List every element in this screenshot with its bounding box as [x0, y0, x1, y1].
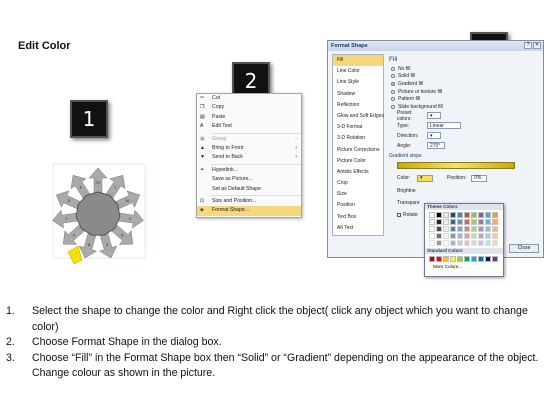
close-button[interactable]: Close: [509, 244, 539, 253]
menu-item-label: Copy: [212, 104, 225, 111]
menu-item-label: Hyperlink...: [212, 166, 238, 173]
category-picture-color[interactable]: Picture Color: [337, 157, 366, 164]
theme-color-swatch[interactable]: [457, 226, 463, 232]
arrow-number-label: 9: [121, 232, 124, 238]
theme-color-swatch[interactable]: [464, 233, 470, 239]
theme-color-swatch[interactable]: [471, 212, 477, 218]
theme-color-swatch[interactable]: [429, 233, 435, 239]
theme-color-swatch[interactable]: [443, 240, 449, 246]
theme-color-swatch[interactable]: [464, 226, 470, 232]
copy-icon: ❐: [200, 104, 205, 111]
format-shape-icon: ◈: [200, 207, 204, 214]
color-label: Color:: [397, 175, 411, 181]
category-fill[interactable]: Fill: [333, 55, 383, 66]
theme-color-swatch[interactable]: [450, 226, 456, 232]
standard-color-swatch[interactable]: [436, 256, 442, 262]
arrow-number-label: 5: [67, 198, 71, 204]
paste-icon: ▤: [200, 113, 205, 120]
fill-option-solid-fill[interactable]: [391, 73, 541, 81]
instruction-item: [6, 351, 554, 382]
theme-color-swatch[interactable]: [492, 226, 498, 232]
standard-color-swatch[interactable]: [492, 256, 498, 262]
theme-color-swatch[interactable]: [457, 219, 463, 225]
standard-color-swatch[interactable]: [464, 256, 470, 262]
close-icon[interactable]: ✕: [534, 42, 540, 48]
category-reflection[interactable]: Reflection: [337, 101, 360, 108]
section-title: Fill: [389, 56, 398, 63]
theme-color-swatch[interactable]: [478, 219, 484, 225]
page-title: Edit Color: [18, 40, 71, 52]
theme-color-swatch[interactable]: [492, 212, 498, 218]
instruction-number: 1.: [6, 305, 15, 317]
theme-color-swatch[interactable]: [429, 212, 435, 218]
standard-color-swatch[interactable]: [478, 256, 484, 262]
theme-color-swatch[interactable]: [478, 226, 484, 232]
theme-color-swatch[interactable]: [471, 233, 477, 239]
fill-option-pattern-fill[interactable]: [391, 95, 541, 103]
edit-text-icon: A: [200, 123, 204, 130]
menu-item-label: Paste: [212, 113, 226, 120]
rotate-label: Rotate: [403, 212, 418, 218]
color-picker-popup[interactable]: [424, 203, 504, 277]
angle-input[interactable]: [427, 142, 445, 149]
menu-item-send-to-back[interactable]: [197, 153, 301, 162]
send-back-icon: ▼: [200, 154, 205, 161]
standard-color-swatch[interactable]: [429, 256, 435, 262]
arrow-number-label: 11: [95, 179, 101, 185]
category-shadow[interactable]: Shadow: [337, 90, 356, 97]
brightness-label: Brightne: [397, 188, 416, 194]
theme-color-swatch[interactable]: [450, 212, 456, 218]
menu-item-format-shape[interactable]: [197, 206, 301, 215]
theme-color-swatch[interactable]: [457, 240, 463, 246]
theme-color-swatch[interactable]: [485, 219, 491, 225]
theme-color-swatch[interactable]: [485, 233, 491, 239]
menu-item-set-as-default-shape[interactable]: [197, 185, 301, 194]
instruction-number: 2.: [6, 336, 15, 348]
standard-color-swatch[interactable]: [457, 256, 463, 262]
menu-item-bring-to-front[interactable]: [197, 144, 301, 153]
theme-color-swatch[interactable]: [464, 212, 470, 218]
type-dropdown[interactable]: [427, 122, 461, 129]
menu-item-label: Cut: [212, 95, 221, 101]
theme-color-swatch[interactable]: [436, 240, 442, 246]
help-button[interactable]: ?: [524, 42, 532, 49]
step-1-badge: 1: [70, 100, 108, 138]
transparency-label: Transpare: [397, 200, 420, 206]
menu-item-cut[interactable]: [197, 94, 301, 103]
theme-color-swatch[interactable]: [464, 240, 470, 246]
radio-button[interactable]: [391, 105, 395, 109]
scissors-icon: ✂: [200, 95, 205, 101]
radio-button[interactable]: [391, 97, 395, 101]
standard-colors-label: Standard Colors: [425, 248, 503, 254]
radio-button[interactable]: [391, 82, 395, 86]
rotate-checkbox[interactable]: [397, 213, 401, 217]
size-icon: ⊡: [200, 197, 205, 204]
arrow-number-label: 4: [72, 232, 75, 238]
theme-color-swatch[interactable]: [429, 219, 435, 225]
category-glow-and-soft-edges[interactable]: Glow and Soft Edges: [337, 112, 384, 119]
theme-color-swatch[interactable]: [485, 212, 491, 218]
position-input[interactable]: [471, 175, 487, 182]
theme-color-swatch[interactable]: [492, 219, 498, 225]
diagram-arrow[interactable]: [100, 232, 117, 258]
menu-item-label: Edit Text: [212, 123, 232, 130]
menu-item-group[interactable]: [197, 135, 301, 144]
radio-label: Picture or texture fill: [398, 88, 443, 95]
category-text-box[interactable]: Text Box: [337, 213, 357, 220]
menu-item-label: Size and Position...: [212, 197, 257, 204]
category-size[interactable]: Size: [337, 191, 347, 198]
group-icon: ▣: [200, 135, 205, 142]
type-label: Type:: [397, 122, 410, 129]
menu-item-size-and-position[interactable]: [197, 197, 301, 206]
arrow-number-label: 8: [87, 242, 91, 248]
theme-color-swatch[interactable]: [457, 233, 463, 239]
submenu-arrow-icon: ›: [295, 135, 297, 142]
preset-dropdown[interactable]: ▾: [427, 112, 441, 119]
step-2-badge: 2: [232, 62, 270, 100]
radio-button[interactable]: [391, 74, 395, 78]
theme-color-swatch[interactable]: [492, 240, 498, 246]
radio-label: Slide background fill: [398, 103, 443, 110]
instruction-text: Choose “Fill” in the Format Shape box then “Solid” or “Gradient” depending on the appearance of the object. Change colour as shown in the picture.: [32, 351, 539, 379]
theme-color-swatch[interactable]: [478, 212, 484, 218]
submenu-arrow-icon: ›: [295, 144, 297, 151]
arrow-number-label: 10: [124, 198, 130, 204]
theme-colors-label: Theme Colors: [425, 204, 503, 210]
theme-color-swatch[interactable]: [436, 226, 442, 232]
diagram-svg[interactable]: [36, 160, 166, 272]
theme-color-swatch[interactable]: [436, 219, 442, 225]
category-picture-corrections[interactable]: Picture Corrections: [337, 146, 380, 153]
category-crop[interactable]: Crop: [337, 180, 348, 187]
yellow-arrow-shape[interactable]: [68, 246, 82, 264]
submenu-arrow-icon: ›: [295, 154, 297, 161]
category-3-d-rotation[interactable]: 3-D Rotation: [337, 135, 366, 142]
radio-button[interactable]: [391, 90, 395, 94]
instruction-text: Select the shape to change the color and Right click the object( click any object which you want to change color): [32, 305, 528, 333]
theme-color-swatch[interactable]: [478, 240, 484, 246]
theme-color-swatch[interactable]: [485, 240, 491, 246]
menu-item-save-as-picture[interactable]: [197, 175, 301, 184]
standard-color-swatch[interactable]: [485, 256, 491, 262]
theme-color-swatch[interactable]: [471, 240, 477, 246]
instruction-item: [6, 335, 554, 351]
radio-label: Pattern fill: [398, 96, 421, 103]
type-value: Linear: [430, 122, 444, 129]
hyperlink-icon: ⚭: [200, 166, 205, 173]
position-value: 0%: [474, 175, 482, 181]
dialog-title: Format Shape: [328, 41, 543, 51]
direction-dropdown[interactable]: ▾: [427, 132, 441, 139]
radio-button[interactable]: [391, 67, 395, 71]
menu-item-paste[interactable]: [197, 113, 301, 122]
menu-item-label: Save as Picture...: [212, 176, 253, 183]
instruction-item: [6, 304, 554, 335]
color-dropdown[interactable]: ▾: [417, 175, 433, 182]
gradient-stops-label: Gradient stops: [389, 152, 422, 159]
fill-option-gradient-fill[interactable]: [391, 80, 541, 88]
category-list[interactable]: [332, 54, 384, 236]
fill-option-no-fill[interactable]: [391, 65, 541, 73]
context-menu[interactable]: [196, 93, 302, 218]
menu-item-copy[interactable]: [197, 103, 301, 112]
radio-label: Gradient fill: [398, 80, 424, 87]
radio-label: Solid fill: [398, 73, 416, 80]
standard-color-swatch[interactable]: [443, 256, 449, 262]
theme-color-swatch[interactable]: [450, 233, 456, 239]
menu-separator: [211, 195, 301, 196]
theme-color-swatch[interactable]: [443, 233, 449, 239]
arrow-number-label: 6: [79, 184, 82, 190]
position-label: Position:: [447, 175, 467, 181]
menu-item-hyperlink[interactable]: [197, 166, 301, 175]
category-line-color[interactable]: Line Color: [337, 68, 360, 75]
theme-color-swatch[interactable]: [457, 212, 463, 218]
theme-color-swatch[interactable]: [464, 219, 470, 225]
theme-color-swatch[interactable]: [471, 226, 477, 232]
direction-label: Direction:: [397, 132, 419, 139]
theme-color-swatch[interactable]: [478, 233, 484, 239]
theme-color-grid[interactable]: [425, 210, 503, 248]
category-line-style[interactable]: Line Style: [337, 79, 359, 86]
radio-label: No fill: [398, 65, 411, 72]
theme-color-swatch[interactable]: [436, 233, 442, 239]
theme-color-swatch[interactable]: [443, 219, 449, 225]
theme-color-swatch[interactable]: [492, 233, 498, 239]
menu-item-label: Set as Default Shape: [212, 185, 262, 192]
preset-label: Preset colors:: [397, 109, 412, 122]
arrow-number-label: 7: [65, 216, 68, 222]
decagon-arrow-diagram[interactable]: [36, 160, 166, 272]
theme-color-swatch[interactable]: [443, 226, 449, 232]
arrow-number-label: 2: [128, 216, 131, 222]
menu-item-label: Bring to Front: [212, 144, 244, 151]
center-polygon[interactable]: [76, 192, 120, 235]
category-position[interactable]: Position: [337, 202, 355, 209]
theme-color-swatch[interactable]: [450, 219, 456, 225]
menu-item-edit-text[interactable]: [197, 122, 301, 131]
angle-value: 270°: [430, 142, 441, 149]
bring-front-icon: ▲: [200, 144, 205, 151]
menu-separator: [211, 164, 301, 165]
standard-color-grid[interactable]: [425, 254, 503, 264]
menu-item-label: Send to Back: [212, 154, 243, 161]
standard-color-swatch[interactable]: [471, 256, 477, 262]
gradient-stops-bar[interactable]: [397, 162, 515, 169]
category-artistic-effects[interactable]: Artistic Effects: [337, 168, 369, 175]
instruction-number: 3.: [6, 351, 15, 364]
menu-item-label: Group: [212, 135, 227, 142]
theme-color-swatch[interactable]: [485, 226, 491, 232]
menu-item-label: Format Shape...: [212, 207, 250, 214]
standard-color-swatch[interactable]: [450, 256, 456, 262]
theme-color-swatch[interactable]: [429, 240, 435, 246]
menu-separator: [211, 133, 301, 134]
arrow-number-label: 3: [105, 242, 109, 248]
angle-label: Angle:: [397, 142, 412, 149]
theme-color-swatch[interactable]: [429, 226, 435, 232]
category-alt-text[interactable]: Alt Text: [337, 224, 354, 231]
theme-color-swatch[interactable]: [443, 212, 449, 218]
more-colors-item[interactable]: More Colors...: [433, 264, 462, 269]
theme-color-swatch[interactable]: [471, 219, 477, 225]
theme-color-swatch[interactable]: [436, 212, 442, 218]
fill-option-picture-or-texture-fill[interactable]: [391, 88, 541, 96]
theme-color-swatch[interactable]: [450, 240, 456, 246]
arrow-number-label: 1: [114, 184, 117, 190]
instruction-text: Choose Format Shape in the dialog box.: [32, 336, 222, 348]
category-3-d-format[interactable]: 3-D Format: [337, 124, 363, 131]
instructions-list: [6, 304, 554, 382]
